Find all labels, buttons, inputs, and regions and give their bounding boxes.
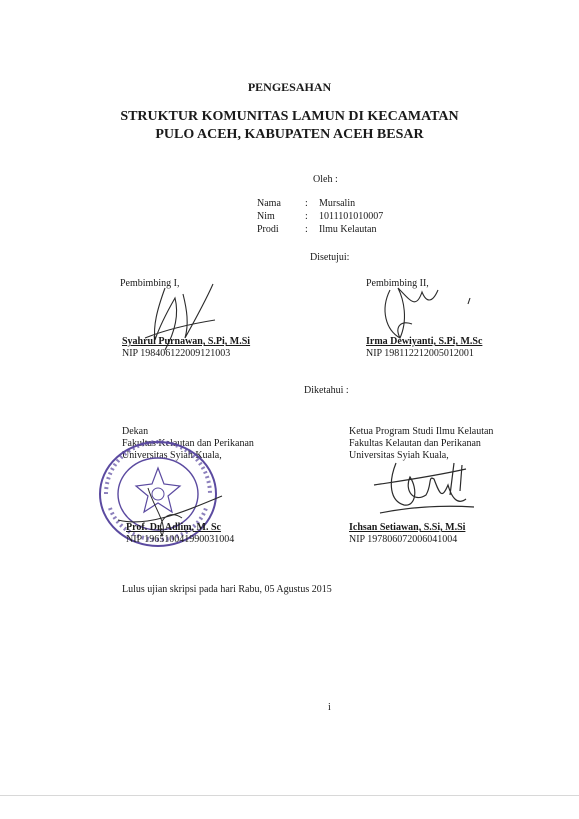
student-label: Prodi [257,224,279,235]
pembimbing2-name: Irma Dewiyanti, S.Pi, M.Sc [366,336,483,347]
kaprodi-line-1: Ketua Program Studi Ilmu Kelautan [349,426,494,437]
pembimbing2-role: Pembimbing II, [366,278,429,289]
lulus-statement: Lulus ujian skripsi pada hari Rabu, 05 Agustus 2015 [122,584,332,595]
dekan-name: Prof. Dr. Adlim, M. Sc [126,522,221,533]
kaprodi-line-3: Universitas Syiah Kuala, [349,450,449,461]
dekan-line-3: Universitas Syiah Kuala, [122,450,222,461]
disetujui-label: Disetujui: [310,252,350,263]
student-value: Mursalin [319,198,356,209]
title-line-2: PULO ACEH, KABUPATEN ACEH BESAR [155,127,424,142]
heading: PENGESAHAN [247,80,332,94]
pembimbing2-nip: NIP 198112212005012001 [366,348,474,359]
kaprodi-signature-image [370,455,480,517]
dekan-nip: NIP 196510041990031004 [126,534,235,545]
pembimbing1-role: Pembimbing I, [120,278,180,289]
pembimbing1-nip: NIP 198406122009121003 [122,348,231,359]
student-row-prodi [257,224,376,236]
student-sep: : [305,211,308,222]
kaprodi-line-2: Fakultas Kelautan dan Perikanan [349,438,481,449]
page-number: i [328,702,331,713]
diketahui-label: Diketahui : [304,385,349,396]
pembimbing1-name: Syahrul Purnawan, S.Pi, M.Si [122,336,251,347]
dekan-line-1: Dekan [122,426,149,437]
student-label: Nim [257,211,275,222]
student-value: Ilmu Kelautan [319,224,377,235]
oleh-label: Oleh : [313,174,338,185]
page-bottom-divider [0,795,579,796]
student-sep: : [305,198,308,209]
kaprodi-nip: NIP 197806072006041004 [349,534,458,545]
student-label: Nama [257,198,281,209]
dekan-line-2: Fakultas Kelautan dan Perikanan [122,438,254,449]
student-row-nama [257,198,355,210]
student-row-nim [257,211,383,223]
student-sep: : [305,224,308,235]
title-line-1: STRUKTUR KOMUNITAS LAMUN DI KECAMATAN [120,109,459,124]
kaprodi-name: Ichsan Setiawan, S.Si, M.Si [349,522,466,533]
student-value: 1011101010007 [319,211,384,222]
